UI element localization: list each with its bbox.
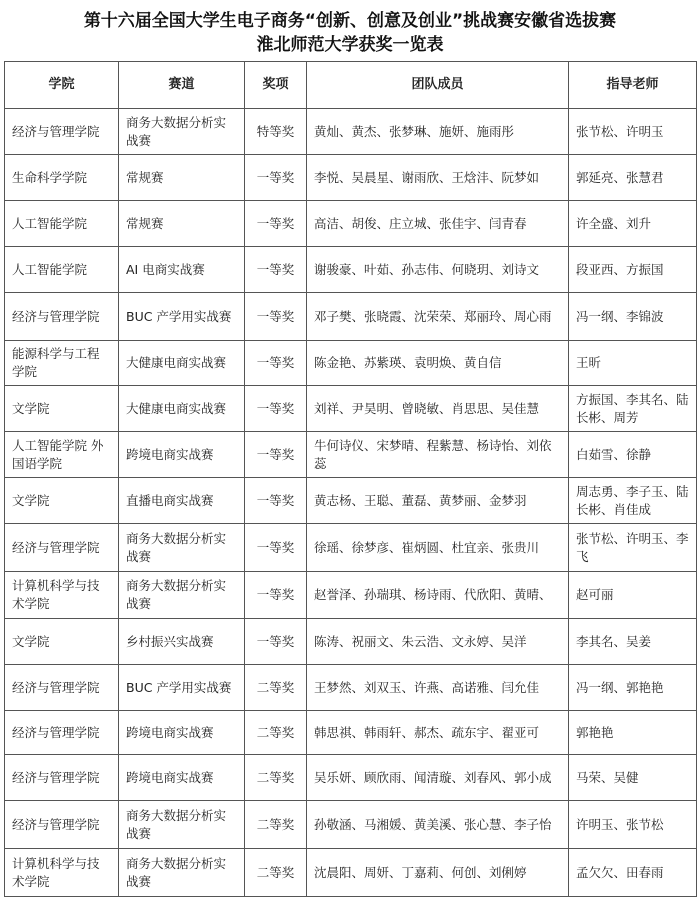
table-row — [5, 849, 697, 897]
table-row — [5, 155, 697, 201]
college-cell: 经济与管理学院 — [5, 109, 119, 155]
track-cell: 跨境电商实战赛 — [119, 711, 245, 755]
table-row — [5, 755, 697, 801]
college-cell: 人工智能学院 — [5, 247, 119, 293]
award-cell: 一等奖 — [245, 341, 307, 386]
track-cell: 常规赛 — [119, 155, 245, 201]
team-members-cell: 王梦然、刘双玉、许燕、高诺雅、闫允佳 — [307, 665, 569, 711]
team-members-cell: 陈金艳、苏紫瑛、袁明焕、黄自信 — [307, 341, 569, 386]
track-cell: 商务大数据分析实战赛 — [119, 524, 245, 572]
track-cell: 常规赛 — [119, 201, 245, 247]
track-cell: 大健康电商实战赛 — [119, 386, 245, 432]
award-cell: 二等奖 — [245, 665, 307, 711]
award-cell: 二等奖 — [245, 711, 307, 755]
advisors-cell: 孟欠欠、田春雨 — [569, 849, 697, 897]
track-cell: AI 电商实战赛 — [119, 247, 245, 293]
track-cell: 乡村振兴实战赛 — [119, 619, 245, 665]
advisors-cell: 马荣、吴健 — [569, 755, 697, 801]
track-cell: 跨境电商实战赛 — [119, 432, 245, 478]
award-cell: 一等奖 — [245, 386, 307, 432]
track-cell: BUC 产学用实战赛 — [119, 665, 245, 711]
college-cell: 生命科学学院 — [5, 155, 119, 201]
column-header-team-members: 团队成员 — [307, 62, 569, 109]
column-header-track: 赛道 — [119, 62, 245, 109]
column-header-award: 奖项 — [245, 62, 307, 109]
table-row — [5, 619, 697, 665]
advisors-cell: 郭艳艳 — [569, 711, 697, 755]
advisors-cell: 冯一纲、李锦波 — [569, 293, 697, 341]
advisors-cell: 赵可丽 — [569, 572, 697, 619]
advisors-cell: 许明玉、张节松 — [569, 801, 697, 849]
table-row — [5, 201, 697, 247]
college-cell: 经济与管理学院 — [5, 524, 119, 572]
award-cell: 一等奖 — [245, 432, 307, 478]
table-row — [5, 524, 697, 572]
table-row — [5, 572, 697, 619]
award-cell: 特等奖 — [245, 109, 307, 155]
college-cell: 经济与管理学院 — [5, 293, 119, 341]
college-cell: 文学院 — [5, 386, 119, 432]
award-cell: 一等奖 — [245, 293, 307, 341]
advisors-cell: 许全盛、刘升 — [569, 201, 697, 247]
table-row — [5, 386, 697, 432]
table-body — [5, 109, 697, 897]
advisors-cell: 方振国、李其名、陆长彬、周芳 — [569, 386, 697, 432]
team-members-cell: 韩思祺、韩雨轩、郝杰、疏东宇、翟亚可 — [307, 711, 569, 755]
team-members-cell: 牛何诗仪、宋梦晴、程紫慧、杨诗怡、刘依蕊 — [307, 432, 569, 478]
award-cell: 一等奖 — [245, 247, 307, 293]
track-cell: 大健康电商实战赛 — [119, 341, 245, 386]
award-cell: 二等奖 — [245, 755, 307, 801]
track-cell: 商务大数据分析实战赛 — [119, 572, 245, 619]
college-cell: 计算机科学与技术学院 — [5, 849, 119, 897]
college-cell: 文学院 — [5, 478, 119, 524]
team-members-cell: 赵誉泽、孙瑞琪、杨诗雨、代欣阳、黄晴、 — [307, 572, 569, 619]
team-members-cell: 陈涛、祝丽文、朱云浩、文永婷、吴洋 — [307, 619, 569, 665]
advisors-cell: 王昕 — [569, 341, 697, 386]
college-cell: 经济与管理学院 — [5, 755, 119, 801]
table-row — [5, 341, 697, 386]
team-members-cell: 刘祥、尹昊明、曾晓敏、肖思思、吴佳慧 — [307, 386, 569, 432]
team-members-cell: 高洁、胡俊、庄立城、张佳宇、闫青春 — [307, 201, 569, 247]
table-row — [5, 109, 697, 155]
advisors-cell: 白茹雪、徐静 — [569, 432, 697, 478]
college-cell: 经济与管理学院 — [5, 801, 119, 849]
college-cell: 文学院 — [5, 619, 119, 665]
team-members-cell: 邓子樊、张晓霞、沈荣荣、郑丽玲、周心雨 — [307, 293, 569, 341]
award-cell: 一等奖 — [245, 524, 307, 572]
track-cell: 直播电商实战赛 — [119, 478, 245, 524]
table-row — [5, 711, 697, 755]
team-members-cell: 黄灿、黄杰、张梦琳、施妍、施雨彤 — [307, 109, 569, 155]
team-members-cell: 沈晨阳、周妍、丁嘉莉、何创、刘俐婷 — [307, 849, 569, 897]
college-cell: 经济与管理学院 — [5, 665, 119, 711]
college-cell: 经济与管理学院 — [5, 711, 119, 755]
team-members-cell: 吴乐妍、顾欣雨、闻清璇、刘春风、郭小成 — [307, 755, 569, 801]
page-title — [0, 0, 700, 54]
team-members-cell: 徐瑶、徐梦彦、崔炳圆、杜宜亲、张贵川 — [307, 524, 569, 572]
awards-table — [4, 61, 697, 897]
award-cell: 一等奖 — [245, 572, 307, 619]
table-row — [5, 665, 697, 711]
team-members-cell: 黄志杨、王聪、董磊、黄梦丽、金梦羽 — [307, 478, 569, 524]
team-members-cell: 孙敬涵、马湘媛、黄美溪、张心慧、李子怡 — [307, 801, 569, 849]
table-row — [5, 478, 697, 524]
track-cell: BUC 产学用实战赛 — [119, 293, 245, 341]
track-cell: 商务大数据分析实战赛 — [119, 109, 245, 155]
advisors-cell: 张节松、许明玉、李飞 — [569, 524, 697, 572]
advisors-cell: 郭延亮、张慧君 — [569, 155, 697, 201]
track-cell: 商务大数据分析实战赛 — [119, 849, 245, 897]
advisors-cell: 冯一纲、郭艳艳 — [569, 665, 697, 711]
advisors-cell: 张节松、许明玉 — [569, 109, 697, 155]
title-line-1: 第十六届全国大学生电子商务“创新、创意及创业”挑战赛安徽省选拔赛 — [83, 11, 617, 31]
title-line-2: 淮北师范大学获奖一览表 — [256, 35, 444, 55]
team-members-cell: 谢骏豪、叶茹、孙志伟、何晓玥、刘诗文 — [307, 247, 569, 293]
college-cell: 人工智能学院 外国语学院 — [5, 432, 119, 478]
table-row — [5, 432, 697, 478]
team-members-cell: 李悦、吴晨星、谢雨欣、王焓沣、阮梦如 — [307, 155, 569, 201]
column-header-advisors: 指导老师 — [569, 62, 697, 109]
track-cell: 跨境电商实战赛 — [119, 755, 245, 801]
award-cell: 二等奖 — [245, 849, 307, 897]
header-row — [5, 62, 697, 109]
advisors-cell: 李其名、吴姜 — [569, 619, 697, 665]
table-row — [5, 293, 697, 341]
college-cell: 能源科学与工程学院 — [5, 341, 119, 386]
award-cell: 一等奖 — [245, 478, 307, 524]
table-row — [5, 801, 697, 849]
award-cell: 一等奖 — [245, 201, 307, 247]
track-cell: 商务大数据分析实战赛 — [119, 801, 245, 849]
award-cell: 一等奖 — [245, 155, 307, 201]
award-cell: 一等奖 — [245, 619, 307, 665]
advisors-cell: 段亚西、方振国 — [569, 247, 697, 293]
award-cell: 二等奖 — [245, 801, 307, 849]
college-cell: 计算机科学与技术学院 — [5, 572, 119, 619]
column-header-college: 学院 — [5, 62, 119, 109]
table-row — [5, 247, 697, 293]
advisors-cell: 周志勇、李子玉、陆长彬、肖佳成 — [569, 478, 697, 524]
college-cell: 人工智能学院 — [5, 201, 119, 247]
